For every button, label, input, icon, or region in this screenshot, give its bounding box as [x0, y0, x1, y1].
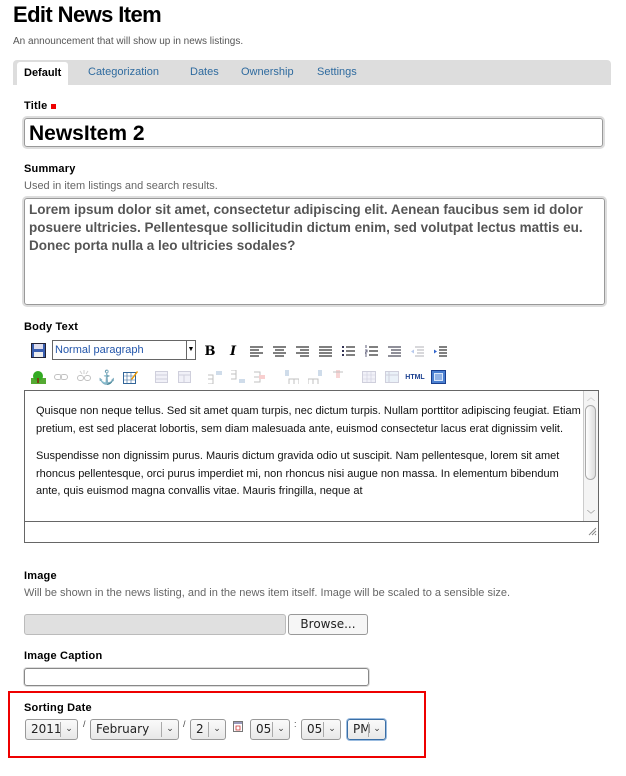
image-label: Image — [24, 570, 57, 582]
table-row-icon[interactable] — [153, 369, 169, 385]
resize-handle-icon[interactable] — [588, 523, 597, 541]
insert-row-before-icon[interactable] — [207, 369, 223, 385]
year-value: 2011 — [31, 722, 62, 736]
month-value: February — [96, 722, 150, 736]
insert-column-before-icon[interactable] — [284, 369, 300, 385]
summary-help: Used in item listings and search results. — [24, 180, 218, 192]
tab-default[interactable]: Default — [17, 62, 68, 85]
body-paragraph: Suspendisse non dignissim purus. Mauris dictum gravida odio ut suscipit. Nam pellentesque, lorem sit amet rhoncus pellentesque, orci purus imperdiet mi, non rhoncus nisi augue non massa. In elementum bibendum ante, quis euismod magna convallis vitae. Mauris fringilla, neque at — [36, 450, 560, 497]
bullet-list-icon[interactable] — [340, 343, 356, 359]
insert-row-after-icon[interactable] — [230, 369, 246, 385]
image-caption-input[interactable] — [24, 668, 369, 686]
tab-ownership[interactable]: Ownership — [241, 66, 294, 78]
image-caption-label: Image Caption — [24, 650, 103, 662]
calendar-icon[interactable] — [233, 719, 243, 737]
chevron-down-icon: ⌄ — [272, 722, 289, 737]
align-justify-icon[interactable] — [317, 343, 333, 359]
year-select[interactable] — [25, 719, 78, 740]
date-separator: / — [183, 719, 186, 729]
italic-icon[interactable]: I — [229, 343, 237, 359]
page-title: Edit News Item — [13, 2, 162, 27]
delete-column-icon[interactable] — [330, 369, 346, 385]
day-select[interactable] — [190, 719, 226, 740]
format-select[interactable]: Normal paragraph — [52, 340, 187, 360]
body-text-label: Body Text — [24, 321, 79, 333]
align-left-icon[interactable] — [248, 343, 264, 359]
editor-scrollbar[interactable] — [583, 391, 598, 521]
image-file-input[interactable] — [24, 614, 286, 635]
sorting-date-label: Sorting Date — [24, 702, 92, 714]
bold-icon[interactable]: B — [204, 343, 216, 359]
image-help: Will be shown in the news listing, and in the news item itself. Image will be scaled to a sensible size. — [24, 587, 511, 599]
tab-bar — [13, 60, 611, 85]
align-center-icon[interactable] — [271, 343, 287, 359]
ampm-select[interactable] — [347, 719, 386, 740]
scroll-down-icon[interactable]: ﹀ — [587, 510, 595, 519]
blockquote-icon[interactable] — [432, 343, 448, 359]
chevron-down-icon: ⌄ — [161, 722, 178, 737]
scrollbar-thumb[interactable] — [585, 405, 596, 480]
align-right-icon[interactable] — [294, 343, 310, 359]
link-icon[interactable] — [53, 369, 69, 385]
title-label-text: Title — [24, 100, 48, 112]
body-paragraph: Quisque non neque tellus. Sed sit amet quam turpis, nec dictum turpis. Nullam porttitor adipiscing feugiat. Etiam pretium, est sed placerat lobortis, sem diam malesuada ante, euismod consectetur lacus erat dignissim velit. — [36, 405, 581, 435]
time-separator: : — [294, 719, 297, 729]
table-properties-icon[interactable] — [384, 369, 400, 385]
page-description: An announcement that will show up in news listings. — [13, 36, 244, 47]
insert-image-icon[interactable] — [30, 369, 46, 385]
tab-settings[interactable]: Settings — [317, 66, 357, 78]
browse-button[interactable]: Browse... — [288, 614, 368, 635]
anchor-icon[interactable]: ⚓ — [98, 368, 116, 385]
chevron-down-icon: ⌄ — [368, 722, 385, 737]
day-value: 2 — [196, 722, 204, 736]
indent-icon[interactable] — [386, 343, 402, 359]
date-separator: / — [83, 719, 86, 729]
required-marker — [51, 104, 56, 109]
table-cell-icon[interactable] — [176, 369, 192, 385]
month-select[interactable] — [90, 719, 179, 740]
body-editor[interactable] — [24, 390, 599, 522]
numbered-list-icon[interactable] — [363, 343, 379, 359]
fullscreen-icon[interactable] — [430, 369, 446, 385]
chevron-down-icon: ⌄ — [60, 722, 77, 737]
insert-column-after-icon[interactable] — [307, 369, 323, 385]
format-dropdown-arrow[interactable]: ▼ — [187, 340, 196, 360]
chevron-down-icon: ⌄ — [323, 722, 340, 737]
edit-table-icon[interactable] — [122, 369, 138, 385]
html-source-icon[interactable]: HTML — [405, 373, 425, 381]
hour-select[interactable] — [250, 719, 290, 740]
title-label — [24, 100, 56, 112]
insert-table-icon[interactable] — [361, 369, 377, 385]
title-input[interactable]: NewsItem 2 — [24, 118, 603, 147]
editor-statusbar — [24, 521, 599, 543]
ampm-value: PM — [353, 722, 371, 736]
delete-row-icon[interactable] — [253, 369, 269, 385]
tab-dates[interactable]: Dates — [190, 66, 219, 78]
hour-value: 05 — [256, 722, 272, 736]
scroll-up-icon[interactable]: ︿ — [587, 393, 595, 402]
unlink-icon[interactable] — [76, 369, 92, 385]
minute-select[interactable] — [301, 719, 341, 740]
outdent-icon[interactable] — [409, 343, 425, 359]
chevron-down-icon: ⌄ — [208, 722, 225, 737]
summary-textarea[interactable]: Lorem ipsum dolor sit amet, consectetur adipiscing elit. Aenean faucibus sem id dolor posuere ultricies. Pellentesque sollicitudin dictum enim, sed volutpat lectus mattis eu. Donec porta nulla a leo ultricies sodales? — [24, 198, 605, 305]
summary-label: Summary — [24, 163, 76, 175]
tab-categorization[interactable]: Categorization — [88, 66, 159, 78]
save-icon[interactable] — [30, 342, 46, 358]
minute-value: 05 — [307, 722, 323, 736]
